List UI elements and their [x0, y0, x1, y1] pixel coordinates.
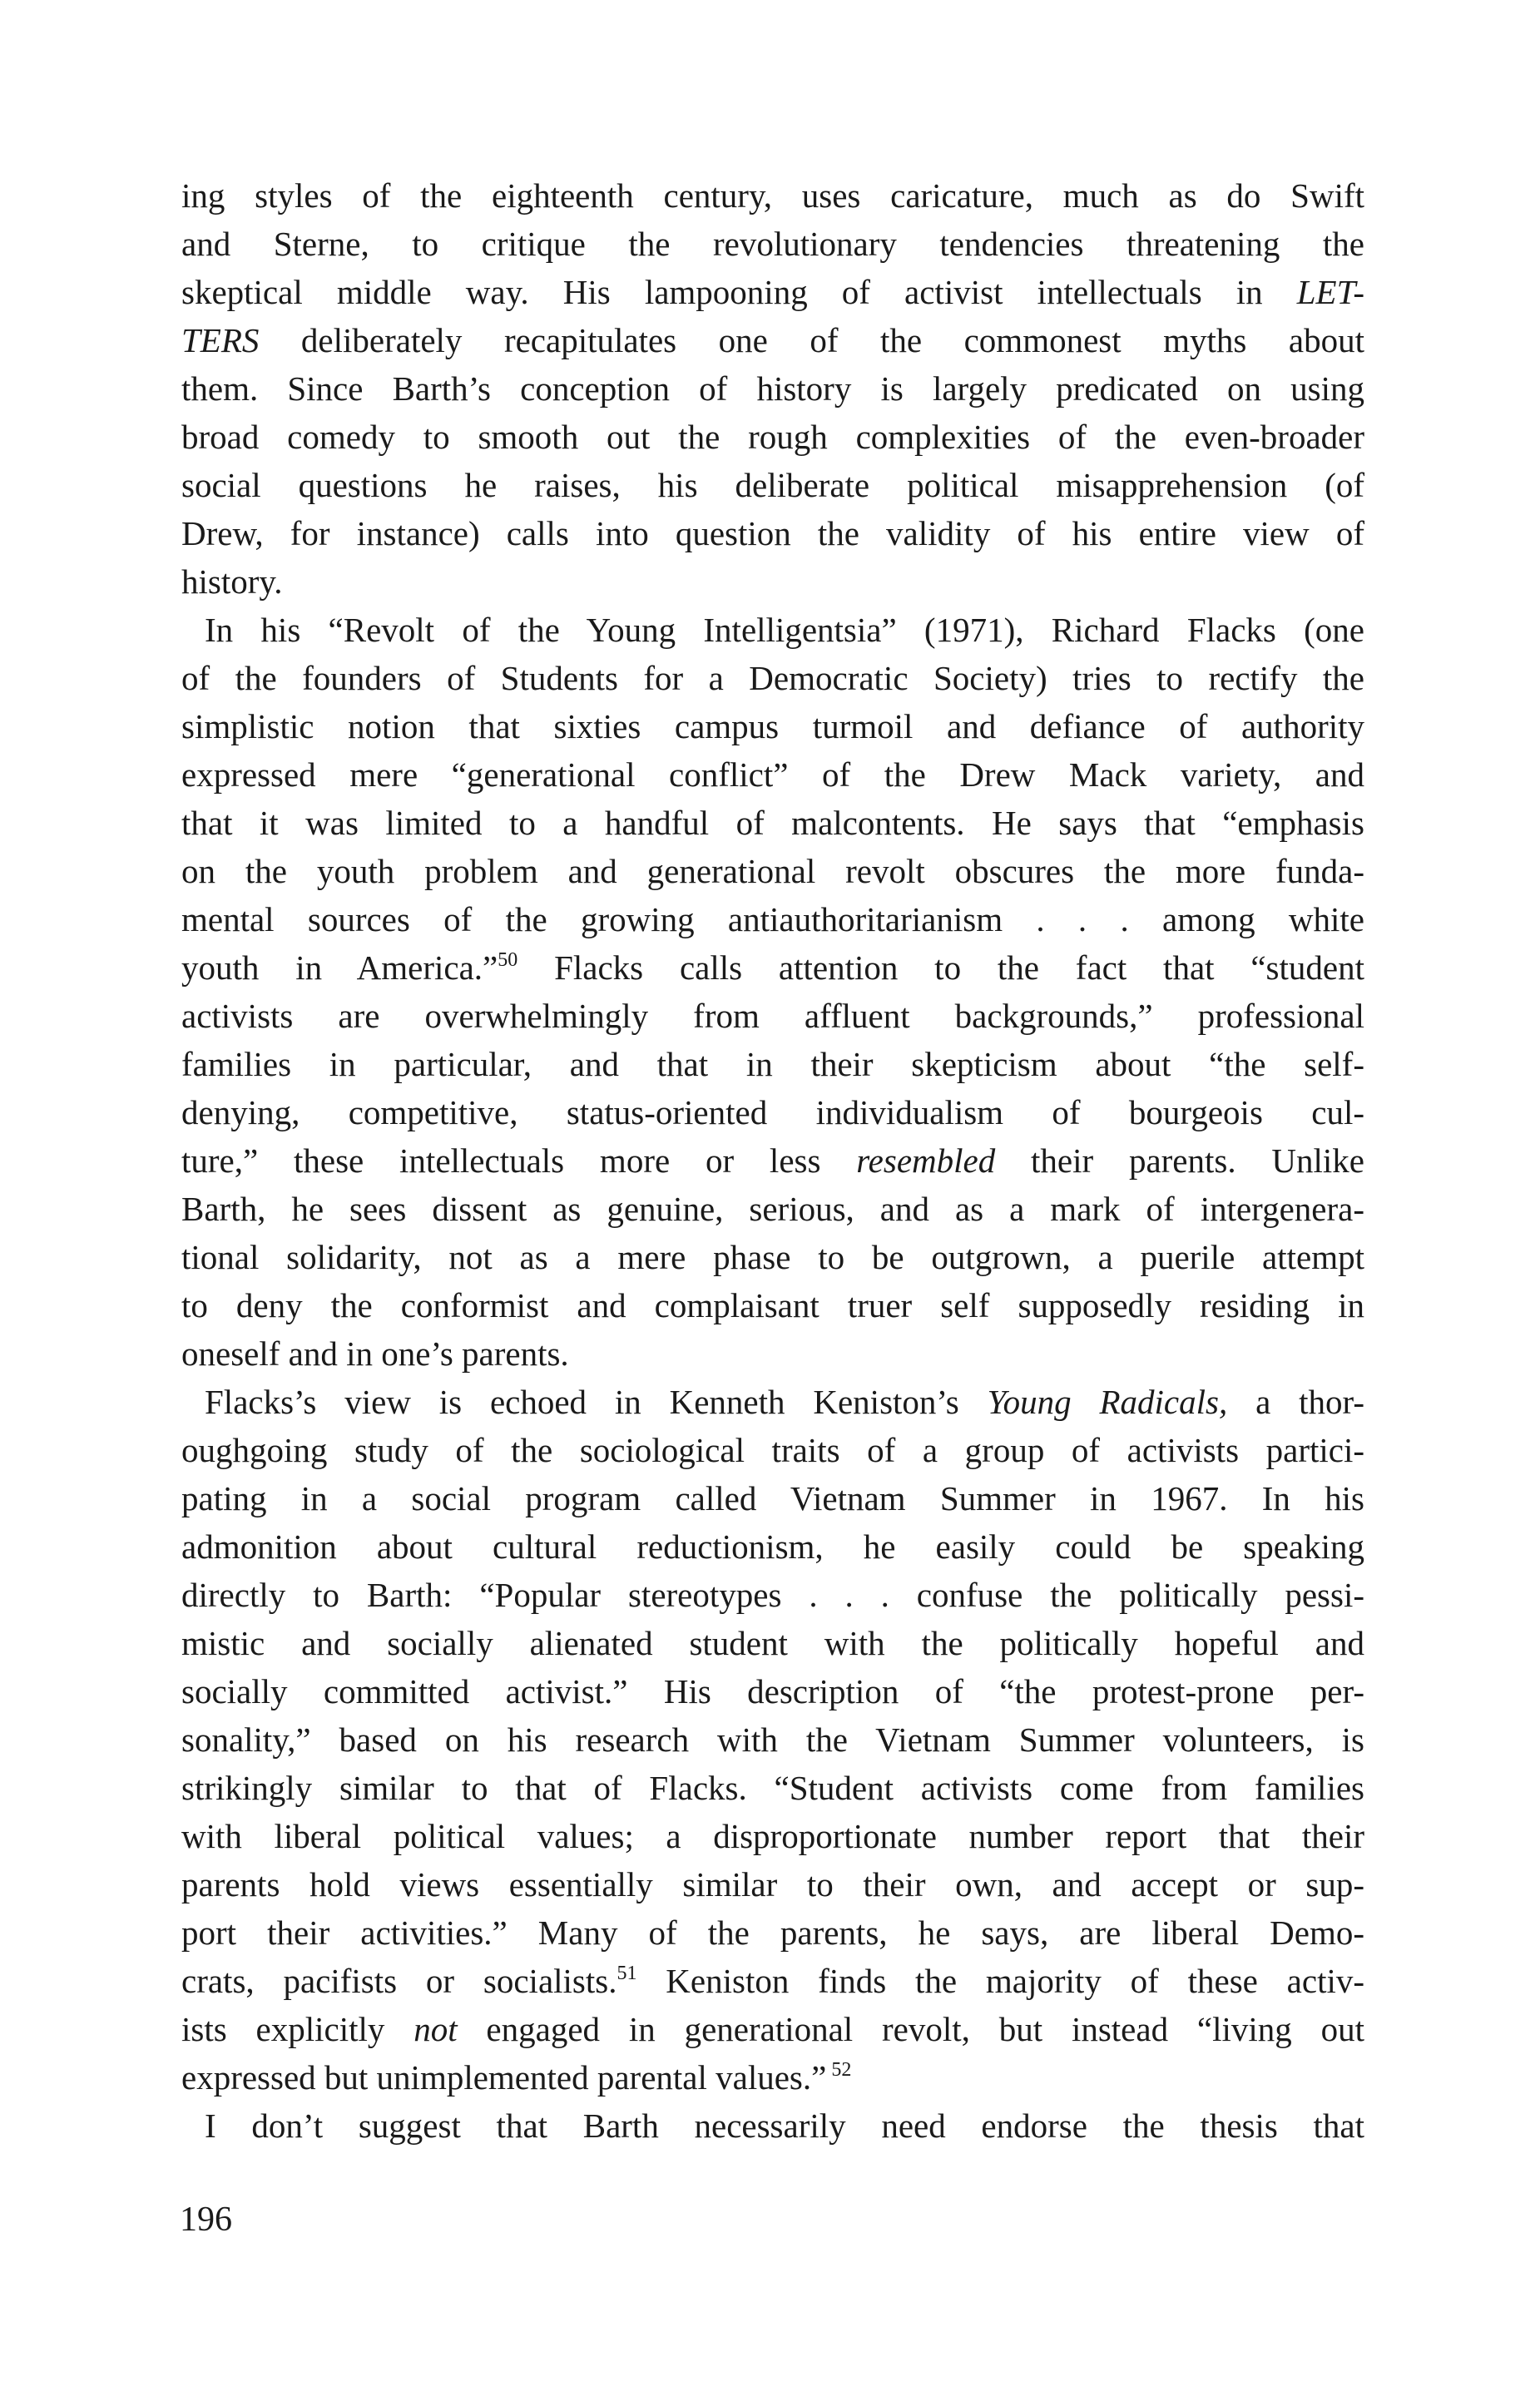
text-line: [181, 557, 1364, 606]
text-segment: social questions he raises, his deliberate political misapprehension (of: [181, 466, 1364, 504]
text-segment: ists explicitly: [181, 2010, 414, 2048]
text-segment: a thor-: [1227, 1383, 1364, 1421]
text-line: [181, 1571, 1364, 1619]
text-segment: ture,” these intellectuals more or less: [181, 1141, 857, 1180]
text-line: [181, 1764, 1364, 1812]
text-line: [181, 1281, 1364, 1329]
text-line: [181, 1522, 1364, 1571]
text-line: [181, 750, 1364, 799]
text-line: [181, 364, 1364, 413]
text-segment: I don’t suggest that Barth necessarily need endorse the thesis that: [205, 2106, 1364, 2145]
text-segment: pating in a social program called Vietnam Summer in 1967. In his: [181, 1479, 1364, 1517]
text-line: [181, 606, 1364, 654]
page-number: 196: [180, 2201, 232, 2239]
text-line: [181, 943, 1364, 992]
text-line: [181, 1040, 1364, 1088]
text-line: [181, 895, 1364, 943]
text-segment: mistic and socially alienated student with the politically hopeful and: [181, 1624, 1364, 1662]
body-text: [181, 171, 1364, 2150]
text-segment: crats, pacifists or socialists.: [181, 1962, 617, 2000]
text-segment: their parents. Unlike: [995, 1141, 1364, 1180]
text-segment: strikingly similar to that of Flacks. “Student activists come from families: [181, 1769, 1364, 1807]
text-line: [181, 220, 1364, 268]
text-line: [181, 509, 1364, 557]
footnote-marker: 51: [616, 1963, 637, 1984]
text-line: [181, 1908, 1364, 1957]
text-line: [181, 1426, 1364, 1474]
text-line: [181, 171, 1364, 220]
text-line: [181, 1088, 1364, 1136]
text-segment: denying, competitive, status-oriented individualism of bourgeois cul-: [181, 1093, 1364, 1131]
text-line: [181, 2005, 1364, 2053]
text-segment: on the youth problem and generational revolt obscures the more funda-: [181, 852, 1364, 890]
text-segment: admonition about cultural reductionism, he easily could be speaking: [181, 1527, 1364, 1566]
italic-text: not: [413, 2010, 458, 2048]
text-line: [181, 1378, 1364, 1426]
text-line: [181, 1667, 1364, 1715]
text-segment: Barth, he sees dissent as genuine, serious, and as a mark of intergenera-: [181, 1190, 1364, 1228]
text-line: [181, 799, 1364, 847]
text-segment: them. Since Barth’s conception of history is largely predicated on using: [181, 369, 1364, 408]
text-line: [181, 1812, 1364, 1860]
text-line: [181, 1957, 1364, 2005]
text-segment: engaged in generational revolt, but instead “living out: [457, 2010, 1364, 2048]
text-segment: Flacks’s view is echoed in Kenneth Keniston’s: [205, 1383, 988, 1421]
text-line: [181, 316, 1364, 364]
italic-text: TERS: [181, 321, 260, 359]
text-segment: deliberately recapitulates one of the commonest myths about: [259, 321, 1364, 359]
text-segment: In his “Revolt of the Young Intelligentsia” (1971), Richard Flacks (one: [205, 611, 1364, 649]
text-segment: oughgoing study of the sociological traits of a group of activists partici-: [181, 1431, 1364, 1469]
footnote-marker: 52: [826, 2059, 852, 2081]
text-segment: history.: [181, 562, 283, 601]
text-segment: families in particular, and that in their skepticism about “the self-: [181, 1045, 1364, 1083]
text-line: [181, 268, 1364, 316]
text-segment: parents hold views essentially similar to their own, and accept or sup-: [181, 1865, 1364, 1904]
text-line: [181, 1619, 1364, 1667]
text-segment: skeptical middle way. His lampooning of activist intellectuals in: [181, 273, 1297, 311]
text-segment: and Sterne, to critique the revolutionary tendencies threatening the: [181, 225, 1364, 263]
text-line: [181, 1474, 1364, 1522]
text-segment: port their activities.” Many of the parents, he says, are liberal Demo-: [181, 1913, 1364, 1952]
text-line: [181, 847, 1364, 895]
text-segment: directly to Barth: “Popular stereotypes . . . confuse the politically pessi-: [181, 1576, 1364, 1614]
text-segment: tional solidarity, not as a mere phase to be outgrown, a puerile attempt: [181, 1238, 1364, 1276]
text-line: [181, 702, 1364, 750]
text-line: [181, 1233, 1364, 1281]
text-segment: broad comedy to smooth out the rough complexities of the even-broader: [181, 418, 1364, 456]
text-line: [181, 1860, 1364, 1908]
italic-text: LET-: [1296, 273, 1364, 311]
italic-text: Young Radicals,: [987, 1383, 1228, 1421]
text-line: [181, 2053, 1364, 2102]
text-segment: socially committed activist.” His description of “the protest-prone per-: [181, 1672, 1364, 1710]
text-segment: youth in America.”: [181, 948, 498, 987]
text-segment: with liberal political values; a disproportionate number report that their: [181, 1817, 1364, 1855]
text-line: [181, 2102, 1364, 2150]
footnote-marker: 50: [498, 949, 518, 971]
text-segment: activists are overwhelmingly from affluent backgrounds,” professional: [181, 997, 1364, 1035]
italic-text: resembled: [856, 1141, 996, 1180]
text-line: [181, 1136, 1364, 1185]
text-segment: to deny the conformist and complaisant truer self supposedly residing in: [181, 1286, 1364, 1324]
text-line: [181, 1329, 1364, 1378]
text-segment: mental sources of the growing antiauthoritarianism . . . among white: [181, 900, 1364, 938]
text-segment: simplistic notion that sixties campus turmoil and defiance of authority: [181, 707, 1364, 745]
text-segment: sonality,” based on his research with the Vietnam Summer volunteers, is: [181, 1720, 1364, 1759]
text-segment: Flacks calls attention to the fact that “student: [517, 948, 1364, 987]
text-line: [181, 1715, 1364, 1764]
text-segment: Keniston finds the majority of these activ-: [636, 1962, 1365, 2000]
text-segment: expressed but unimplemented parental values.”: [181, 2058, 827, 2097]
text-segment: of the founders of Students for a Democratic Society) tries to rectify the: [181, 659, 1364, 697]
text-segment: that it was limited to a handful of malcontents. He says that “emphasis: [181, 804, 1364, 842]
text-segment: expressed mere “generational conflict” of the Drew Mack variety, and: [181, 755, 1364, 794]
text-segment: Drew, for instance) calls into question the validity of his entire view of: [181, 514, 1364, 552]
text-line: [181, 1185, 1364, 1233]
text-segment: ing styles of the eighteenth century, uses caricature, much as do Swift: [181, 176, 1364, 215]
text-line: [181, 992, 1364, 1040]
text-line: [181, 654, 1364, 702]
text-line: [181, 461, 1364, 509]
text-line: [181, 413, 1364, 461]
text-segment: oneself and in one’s parents.: [181, 1334, 569, 1373]
